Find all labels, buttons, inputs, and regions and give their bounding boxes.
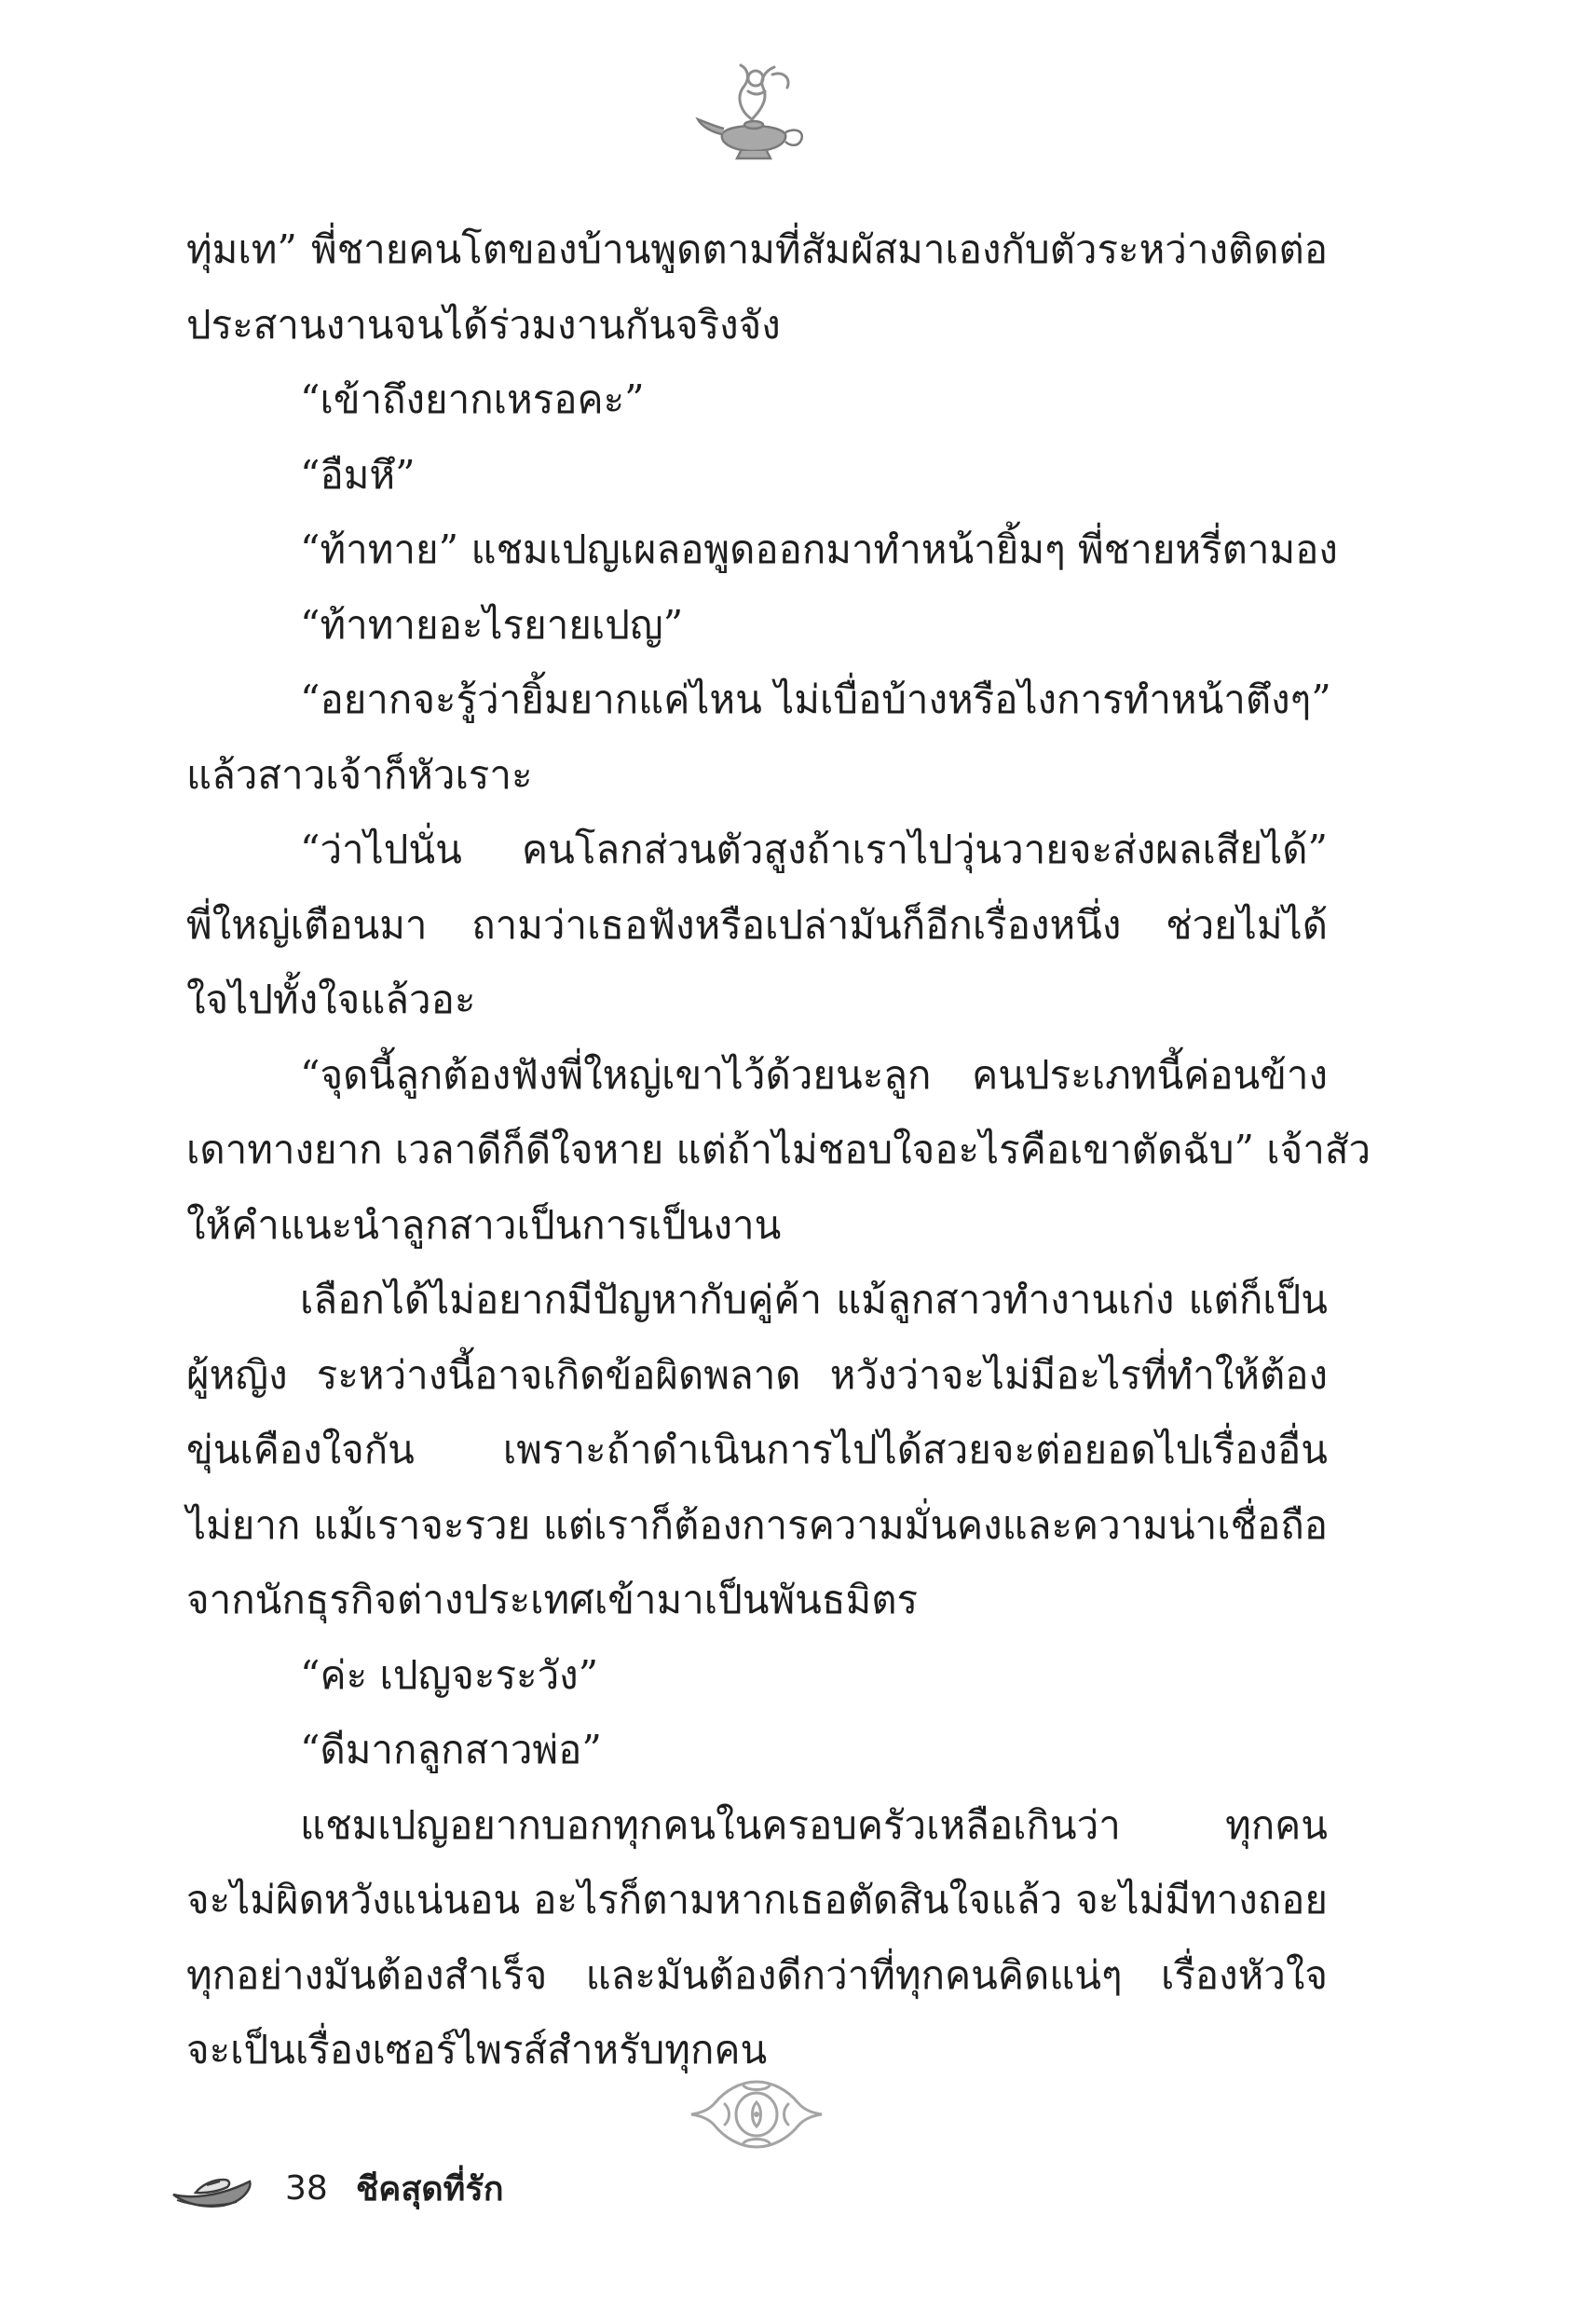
text-line: แล้วสาวเจ้าก็หัวเราะ: [186, 751, 533, 798]
dialogue-line: “ดีมากลูกสาวพ่อ”: [300, 1727, 602, 1772]
dialogue-line: “เข้าถึงยากเหรอคะ”: [300, 376, 645, 422]
dialogue-line: “จุดนี้ลูกต้องฟังพี่ใหญ่เขาไว้ด้วยนะลูก คนประเภทนี้ค่อนข้าง: [300, 1051, 1328, 1098]
paragraph-line: เลือกได้ไม่อยากมีปัญหากับคู่ค้า แม้ลูกสาวทำงานเก่ง แต่ก็เป็น: [300, 1277, 1328, 1322]
text-line: เดาทางยาก เวลาดีก็ดีใจหาย แต่ถ้าไม่ชอบใจอะไรคือเขาตัดฉับ” เจ้าสัว: [186, 1127, 1371, 1172]
text-line: ประสานงานจนได้ร่วมงานกันจริงจัง: [186, 301, 781, 348]
dialogue-line: “ท้าทายอะไรยายเปญ”: [300, 601, 684, 648]
book-title: ชีคสุดที่รัก: [355, 2169, 504, 2208]
text-line: ขุ่นเคืองใจกัน เพราะถ้าดำเนินการไปได้สวยจะต่อยอดไปเรื่องอื่น: [186, 1427, 1328, 1472]
text-line: ทุ่มเท” พี่ชายคนโตของบ้านพูดตามที่สัมผัสมาเองกับตัวระหว่างติดต่อ: [186, 226, 1328, 272]
text-line: จะเป็นเรื่องเซอร์ไพรส์สำหรับทุกคน: [186, 2027, 768, 2072]
page-footer: [170, 2160, 504, 2216]
dialogue-line: “ค่ะ เปญจะระวัง”: [300, 1651, 599, 1698]
dialogue-line: “อืมหึ”: [300, 451, 416, 498]
speedboat-icon: [170, 2165, 255, 2211]
dialogue-line: “ว่าไปนั่น คนโลกส่วนตัวสูงถ้าเราไปวุ่นวายจะส่งผลเสียได้”: [300, 827, 1328, 872]
text-line: ใจไปทั้งใจแล้วอะ: [186, 977, 476, 1022]
text-line: ทุกอย่างมันต้องสำเร็จ และมันต้องดีกว่าที่ทุกคนคิดแน่ๆ เรื่องหัวใจ: [186, 1951, 1328, 1998]
body-text: [186, 212, 1371, 2088]
text-line: ผู้หญิง ระหว่างนี้อาจเกิดข้อผิดพลาด หวังว่าจะไม่มีอะไรที่ทำให้ต้อง: [186, 1351, 1328, 1398]
dialogue-line: “อยากจะรู้ว่ายิ้มยากแค่ไหน ไม่เบื่อบ้างหรือไงการทำหน้าตึงๆ”: [300, 677, 1331, 722]
dialogue-line: “ท้าทาย” แชมเปญเผลอพูดออกมาทำหน้ายิ้มๆ พี่ชายหรี่ตามอง: [300, 526, 1338, 572]
text-line: จากนักธุรกิจต่างประเทศเข้ามาเป็นพันธมิตร: [186, 1577, 919, 1622]
text-line: พี่ใหญ่เตือนมา ถามว่าเธอฟังหรือเปล่ามันก็อีกเรื่องหนึ่ง ช่วยไม่ได้: [186, 901, 1328, 948]
paragraph-line: แชมเปญอยากบอกทุกคนในครอบครัวเหลือเกินว่า ทุกคน: [300, 1801, 1328, 1848]
text-line: ให้คำแนะนำลูกสาวเป็นการเป็นงาน: [186, 1201, 782, 1248]
page-number: 38: [285, 2168, 328, 2208]
floral-ornament-icon: [688, 2076, 825, 2153]
text-line: ไม่ยาก แม้เราจะรวย แต่เราก็ต้องการความมั่นคงและความน่าเชื่อถือ: [186, 1501, 1328, 1548]
text-line: จะไม่ผิดหวังแน่นอน อะไรก็ตามหากเธอตัดสินใจแล้ว จะไม่มีทางถอย: [186, 1877, 1328, 1922]
genie-lamp-icon: [694, 54, 815, 166]
